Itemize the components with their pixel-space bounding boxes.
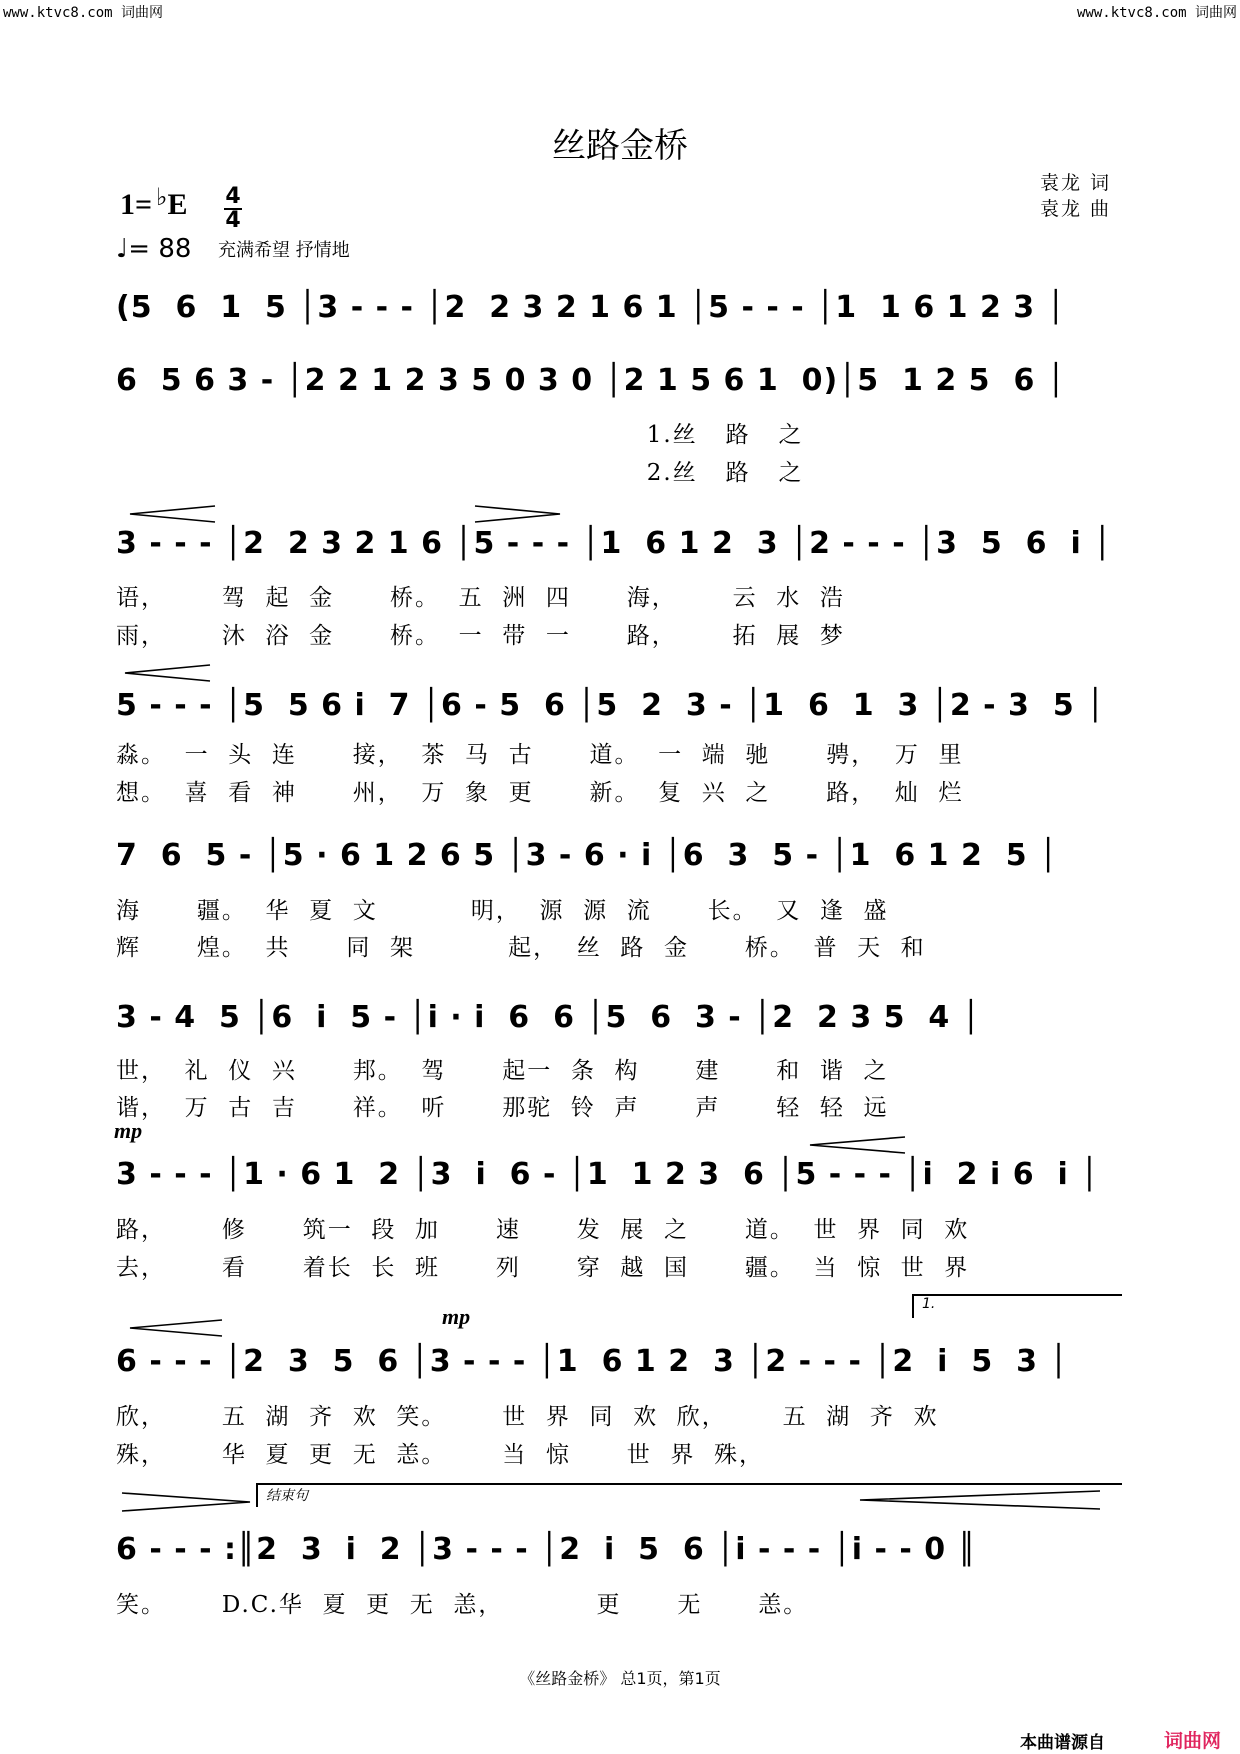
first-ending-label: 1. bbox=[922, 1296, 936, 1312]
meter-bottom: 4 bbox=[225, 208, 241, 233]
dynamic-mp-1: mp bbox=[114, 1118, 143, 1143]
hairpin bbox=[122, 1493, 250, 1511]
watermark-left: www.ktvc8.com 词曲网 bbox=[3, 5, 164, 21]
lyric-row-3-verse-1: 语， 驾 起 金 桥。 五 洲 四 海， 云 水 浩 bbox=[116, 585, 845, 611]
lyric-row-2-verse-2: 2.丝 路 之 bbox=[116, 460, 804, 486]
lyric-row-2-verse-1: 1.丝 路 之 bbox=[116, 422, 804, 448]
lyric-row-8-verse-1: 欣， 五 湖 齐 欢 笑。 世 界 同 欢 欣， 五 湖 齐 欢 bbox=[116, 1404, 939, 1430]
notation-row-3: 3 - - - │2 2 3 2 1 6 │5 - - - │1 6 1 2 3 │2 - - - │3 5 6 i │ bbox=[116, 526, 1113, 561]
notation-row-9: 6 - - - :║2 3 i 2 │3 - - - │2 i 5 6 │i - - - │i - - 0 ║ bbox=[116, 1532, 977, 1567]
hairpin bbox=[860, 1491, 1100, 1509]
hairpin bbox=[130, 1320, 222, 1336]
tempo-marking: ♩= 88 bbox=[116, 234, 192, 264]
notation-row-7: 3 - - - │1 · 6 1 2 │3 i 6 - │1 1 2 3 6 │5 - - - │i 2 i 6 i │ bbox=[116, 1157, 1100, 1192]
lyric-row-4-verse-1: 淼。 一 头 连 接， 茶 马 古 道。 一 端 驰 骋， 万 里 bbox=[116, 742, 964, 768]
notation-row-8: 6 - - - │2 3 5 6 │3 - - - │1 6 1 2 3 │2 - - - │2 i 5 3 │ bbox=[116, 1344, 1069, 1379]
key-note: E bbox=[167, 188, 188, 221]
notation-row-4: 5 - - - │5 5 6 i 7 │6 - 5 6 │5 2 3 - │1 6 1 3 │2 - 3 5 │ bbox=[116, 688, 1106, 723]
notation-row-2: 6 5 6 3 - │2 2 1 2 3 5 0 3 0 │2 1 5 6 1 0)│5 1 2 5 6 │ bbox=[116, 363, 1066, 398]
watermark-right: www.ktvc8.com 词曲网 bbox=[1076, 5, 1237, 21]
hairpin bbox=[125, 665, 210, 681]
notation-row-6: 3 - 4 5 │6 i 5 - │i · i 6 6 │5 6 3 - │2 2 3 5 4 │ bbox=[116, 1000, 981, 1035]
lyric-row-6-verse-1: 世， 礼 仪 兴 邦。 驾 起一 条 构 建 和 谐 之 bbox=[116, 1058, 889, 1084]
hairpin bbox=[130, 506, 215, 522]
meter-top: 4 bbox=[225, 184, 241, 209]
lyric-row-8-verse-2: 殊， 华 夏 更 无 恙。 当 惊 世 界 殊， bbox=[116, 1442, 764, 1468]
lyric-row-5-verse-1: 海 疆。 华 夏 文 明， 源 源 流 长。 又 逢 盛 bbox=[116, 898, 889, 924]
lyric-row-5-verse-2: 辉 煌。 共 同 架 起， 丝 路 金 桥。 普 天 和 bbox=[116, 935, 926, 961]
key-prefix: 1= bbox=[120, 188, 153, 221]
hairpin bbox=[810, 1137, 905, 1153]
lyric-row-3-verse-2: 雨， 沐 浴 金 桥。 一 带 一 路， 拓 展 梦 bbox=[116, 623, 845, 649]
song-title: 丝路金桥 bbox=[552, 126, 688, 166]
dynamic-mp-2: mp bbox=[442, 1304, 471, 1329]
hairpin bbox=[475, 506, 560, 522]
lyric-row-4-verse-2: 想。 喜 看 神 州， 万 象 更 新。 复 兴 之 路， 灿 烂 bbox=[116, 780, 964, 806]
lyric-row-7-verse-2: 去， 看 着长 长 班 列 穿 越 国 疆。 当 惊 世 界 bbox=[116, 1255, 970, 1281]
composer-credit: 袁龙 曲 bbox=[1040, 198, 1112, 220]
notation-row-5: 7 6 5 - │5 · 6 1 2 6 5 │3 - 6 · i │6 3 5 - │1 6 1 2 5 │ bbox=[116, 838, 1059, 873]
expression-marking: 充满希望 抒情地 bbox=[218, 240, 350, 261]
source-label: 本曲谱源自 bbox=[1020, 1733, 1105, 1753]
coda-label: 结束句 bbox=[266, 1488, 308, 1504]
lyric-row-6-verse-2: 谐， 万 古 吉 祥。 听 那驼 铃 声 声 轻 轻 远 bbox=[116, 1095, 889, 1121]
lyric-row-7-verse-1: 路， 修 筑一 段 加 速 发 展 之 道。 世 界 同 欢 bbox=[116, 1217, 970, 1243]
flat-icon: ♭ bbox=[156, 185, 168, 211]
notation-row-1: (5 6 1 5 │3 - - - │2 2 3 2 1 6 1 │5 - - - │1 1 6 1 2 3 │ bbox=[116, 290, 1066, 325]
lyric-row-9: 笑。 D.C.华 夏 更 无 恙， 更 无 恙。 bbox=[116, 1592, 809, 1618]
lyricist-credit: 袁龙 词 bbox=[1040, 172, 1112, 194]
page-footer: 《丝路金桥》 总1页，第1页 bbox=[519, 1669, 721, 1688]
source-logo: 词曲网 bbox=[1164, 1730, 1222, 1752]
